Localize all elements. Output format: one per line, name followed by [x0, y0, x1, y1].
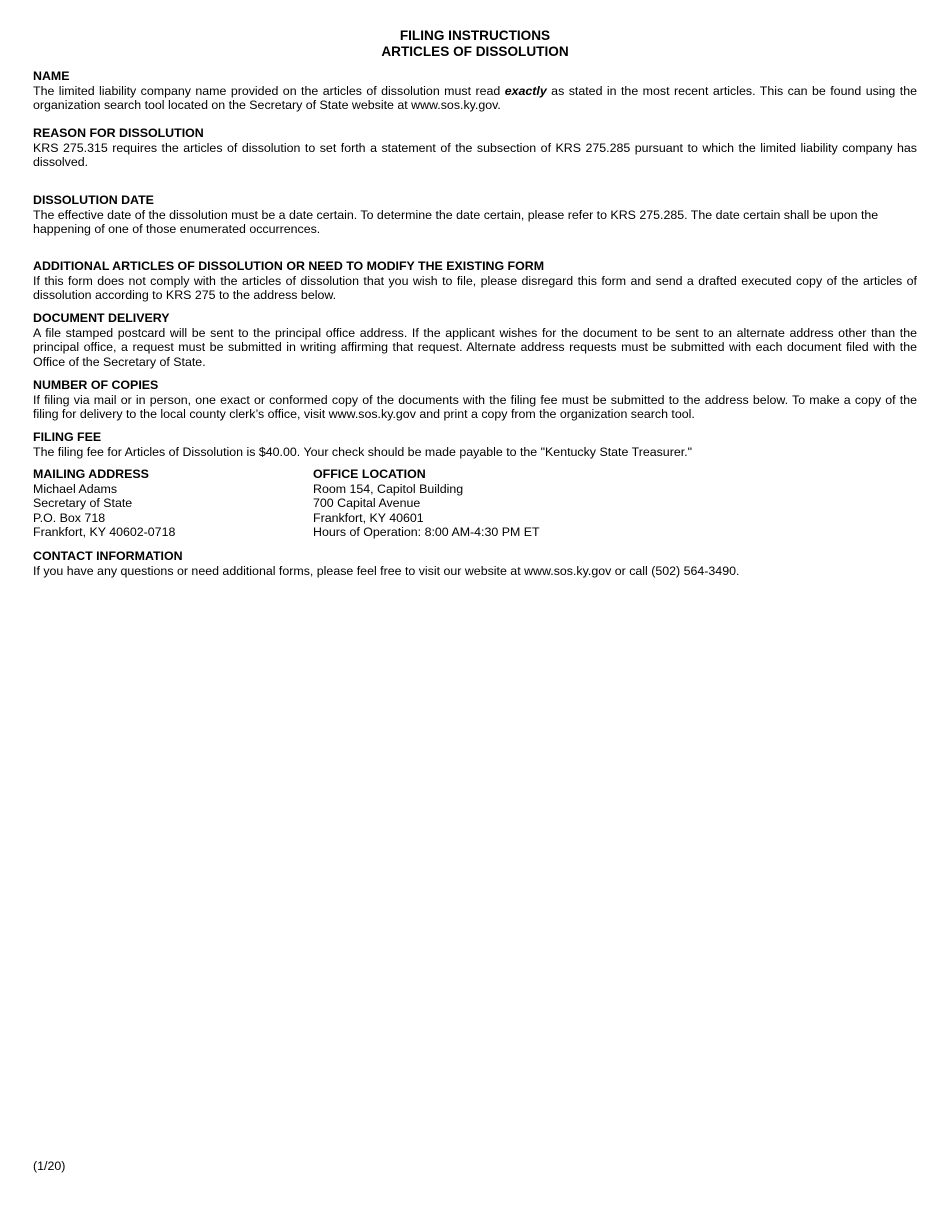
office-line: Hours of Operation: 8:00 AM-4:30 PM ET [313, 525, 540, 540]
office-location-block [313, 467, 613, 540]
section-text: The effective date of the dissolution must be a date certain. To determine the date certain, please refer to KRS 275.285. The date certain shall be upon the happening of one of those enumerated occurrences. [33, 207, 879, 237]
section-contact-information [33, 549, 917, 578]
section-name [33, 69, 917, 113]
section-heading: REASON FOR DISSOLUTION [33, 126, 204, 140]
name-text-after: as stated in the most recent articles. This can be found using the organization search tool located on the Secretary of State website at www.sos.ky.gov. [33, 83, 917, 113]
address-line: Secretary of State [33, 496, 133, 511]
name-emphasis: exactly [504, 83, 547, 98]
section-dissolution-date [33, 193, 917, 237]
mailing-address-heading: MAILING ADDRESS [33, 467, 149, 481]
section-filing-fee [33, 430, 917, 459]
section-text: If you have any questions or need additional forms, please feel free to visit our website at www.sos.ky.gov or call (502) 564-3490. [33, 563, 740, 578]
section-heading: CONTACT INFORMATION [33, 549, 183, 563]
section-text: The filing fee for Articles of Dissolution is $40.00. Your check should be made payable to the "Kentucky State Treasurer." [33, 444, 692, 459]
section-heading: DOCUMENT DELIVERY [33, 311, 170, 325]
address-line: Michael Adams [33, 481, 118, 496]
section-text: If filing via mail or in person, one exact or conformed copy of the documents with the filing fee must be submitted to the address below. To make a copy of the filing for delivery to the local county clerk’s office, visit www.sos.ky.gov and print a copy from the organization search tool. [33, 392, 917, 422]
section-heading: ADDITIONAL ARTICLES OF DISSOLUTION OR NEED TO MODIFY THE EXISTING FORM [33, 259, 545, 273]
section-addresses [33, 467, 917, 542]
section-text [33, 84, 917, 113]
section-number-of-copies [33, 378, 917, 422]
section-heading: FILING FEE [33, 430, 102, 444]
section-document-delivery [33, 311, 917, 369]
office-line: 700 Capital Avenue [313, 496, 421, 511]
section-additional-articles [33, 259, 917, 303]
address-line: Frankfort, KY 40602-0718 [33, 525, 176, 540]
section-text: If this form does not comply with the articles of dissolution that you wish to file, please disregard this form and send a drafted executed copy of the articles of dissolution according to KRS 275 to the address below. [33, 273, 917, 303]
section-heading: DISSOLUTION DATE [33, 193, 154, 207]
address-line: P.O. Box 718 [33, 510, 106, 525]
section-heading: NAME [33, 69, 70, 83]
revision-date: (1/20) [33, 1159, 66, 1173]
section-reason [33, 126, 917, 170]
title-line-2: ARTICLES OF DISSOLUTION [381, 44, 569, 59]
mailing-address-block [33, 467, 333, 540]
title-line-1: FILING INSTRUCTIONS [399, 28, 551, 43]
office-line: Frankfort, KY 40601 [313, 510, 424, 525]
section-text: A file stamped postcard will be sent to the principal office address. If the applicant wishes for the document to be sent to an alternate address other than the principal office, a request must be submitted in writing affirming that request. Alternate address requests must be submitted with each document filed with the Office of the Secretary of State. [33, 325, 917, 369]
document-title [0, 28, 950, 60]
office-line: Room 154, Capitol Building [313, 481, 464, 496]
section-heading: NUMBER OF COPIES [33, 378, 159, 392]
office-location-heading: OFFICE LOCATION [313, 467, 426, 481]
section-text: KRS 275.315 requires the articles of dissolution to set forth a statement of the subsection of KRS 275.285 pursuant to which the limited liability company has dissolved. [33, 140, 917, 170]
name-text-before: The limited liability company name provided on the articles of dissolution must read [33, 83, 505, 98]
